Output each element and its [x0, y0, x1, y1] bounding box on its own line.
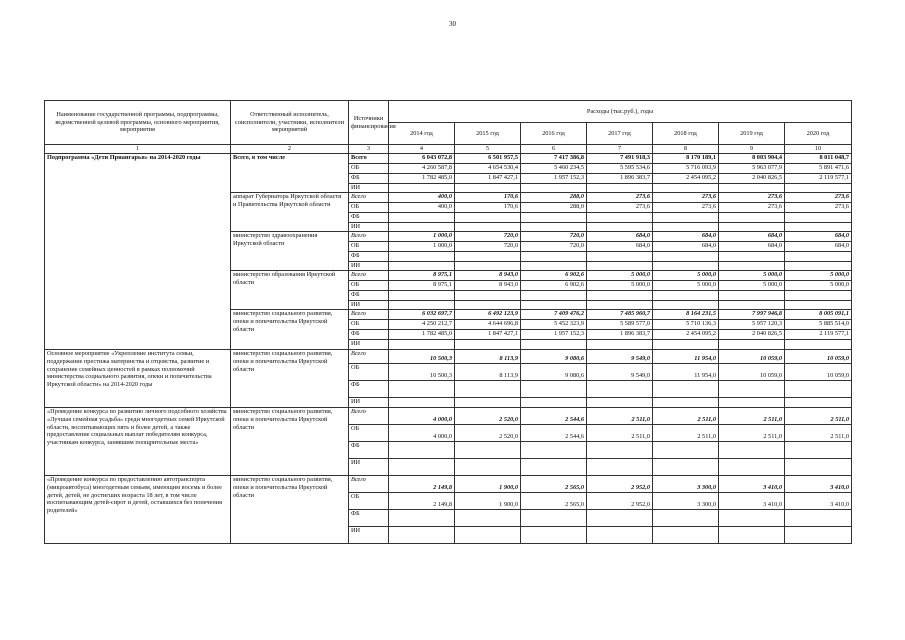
amount-cell: [719, 339, 785, 349]
amount-cell: [455, 222, 521, 231]
amount-cell: 5 891 471,6: [785, 163, 852, 173]
amount-cell: [719, 290, 785, 300]
amount-cell: 2 119 577,1: [785, 329, 852, 339]
header-year: 2016 год: [521, 123, 587, 145]
header-col-number: 5: [455, 145, 521, 154]
source-cell: ИИ: [349, 339, 389, 349]
amount-cell: [587, 441, 653, 458]
amount-cell: 3 410,0: [785, 492, 852, 509]
amount-cell: [785, 222, 852, 231]
amount-cell: 1 896 383,7: [587, 329, 653, 339]
amount-cell: 684,0: [785, 241, 852, 251]
amount-cell: [389, 380, 455, 397]
amount-cell: [389, 441, 455, 458]
amount-cell: [785, 526, 852, 543]
amount-cell: 7 417 386,8: [521, 153, 587, 163]
header-col-number: 6: [521, 145, 587, 154]
amount-cell: [389, 339, 455, 349]
amount-cell: 2 544,6: [521, 407, 587, 424]
amount-cell: 8 943,0: [455, 280, 521, 290]
amount-cell: 684,0: [785, 231, 852, 241]
amount-cell: 10 500,3: [389, 363, 455, 380]
amount-cell: 273,6: [587, 192, 653, 202]
amount-cell: 8 005 091,1: [785, 309, 852, 319]
amount-cell: [719, 183, 785, 192]
amount-cell: 6 032 697,7: [389, 309, 455, 319]
amount-cell: [389, 397, 455, 407]
amount-cell: 2 511,0: [587, 407, 653, 424]
source-cell: ОБ: [349, 202, 389, 212]
source-cell: ОБ: [349, 363, 389, 380]
amount-cell: 720,0: [521, 241, 587, 251]
amount-cell: [521, 397, 587, 407]
executor-cell: министерство социального развития, опеки и попечительства Иркутской области: [231, 475, 349, 543]
amount-cell: [653, 458, 719, 475]
amount-cell: 5 000,0: [653, 270, 719, 280]
header-col-number: 7: [587, 145, 653, 154]
amount-cell: 5 000,0: [653, 280, 719, 290]
amount-cell: 9 080,6: [521, 349, 587, 363]
amount-cell: 6 902,6: [521, 280, 587, 290]
amount-cell: [455, 441, 521, 458]
amount-cell: 684,0: [587, 241, 653, 251]
amount-cell: 8 113,9: [455, 349, 521, 363]
amount-cell: [455, 397, 521, 407]
program-title: Основное мероприятие «Укрепление института семьи, поддержание престижа материнства и отцовства, развитие и сохранение семейных ценностей в рамках полномочий министерства социального развития, опеки и попечительства Иркутской области» на 2014-2020 годы: [45, 349, 231, 407]
amount-cell: [587, 290, 653, 300]
amount-cell: [785, 458, 852, 475]
amount-cell: 273,6: [785, 202, 852, 212]
amount-cell: 7 997 946,8: [719, 309, 785, 319]
header-program: Наименование государственной программы, подпрограммы, ведомственной целевой программы, основного мероприятия, мероприятия: [45, 101, 231, 145]
amount-cell: 10 059,0: [785, 363, 852, 380]
amount-cell: 5 000,0: [785, 280, 852, 290]
amount-cell: [587, 222, 653, 231]
amount-cell: [389, 458, 455, 475]
amount-cell: 2 511,0: [653, 424, 719, 441]
program-title: Подпрограмма «Дети Приангарья» на 2014-2020 годы: [45, 153, 231, 349]
amount-cell: [389, 300, 455, 309]
executor-cell: министерство социального развития, опеки и попечительства Иркутской области: [231, 309, 349, 349]
amount-cell: [719, 526, 785, 543]
executor-cell: аппарат Губернатора Иркутской области и Правительства Иркутской области: [231, 192, 349, 231]
amount-cell: [389, 261, 455, 270]
amount-cell: [653, 441, 719, 458]
amount-cell: 273,6: [785, 192, 852, 202]
amount-cell: [719, 261, 785, 270]
amount-cell: 1 900,0: [455, 492, 521, 509]
amount-cell: [389, 212, 455, 222]
amount-cell: 2 040 826,5: [719, 173, 785, 183]
amount-cell: 2 119 577,1: [785, 173, 852, 183]
amount-cell: 8 113,9: [455, 363, 521, 380]
amount-cell: [455, 458, 521, 475]
amount-cell: [521, 300, 587, 309]
source-cell: ФБ: [349, 441, 389, 458]
amount-cell: 273,6: [587, 202, 653, 212]
source-cell: ОБ: [349, 319, 389, 329]
amount-cell: [719, 380, 785, 397]
amount-cell: 11 954,0: [653, 363, 719, 380]
source-cell: ОБ: [349, 163, 389, 173]
amount-cell: 10 059,0: [785, 349, 852, 363]
amount-cell: [455, 290, 521, 300]
header-col-number: 2: [231, 145, 349, 154]
amount-cell: 10 500,3: [389, 349, 455, 363]
amount-cell: [785, 251, 852, 261]
amount-cell: 2 565,0: [521, 492, 587, 509]
amount-cell: 5 963 077,9: [719, 163, 785, 173]
source-cell: Всего: [349, 153, 389, 163]
header-expenses: Расходы (тыс.руб.), годы: [389, 101, 852, 123]
amount-cell: [521, 380, 587, 397]
amount-cell: 8 943,0: [455, 270, 521, 280]
amount-cell: 5 000,0: [785, 270, 852, 280]
source-cell: ФБ: [349, 251, 389, 261]
amount-cell: 2 520,0: [455, 424, 521, 441]
amount-cell: [587, 261, 653, 270]
amount-cell: 720,0: [455, 241, 521, 251]
amount-cell: 8 975,1: [389, 280, 455, 290]
amount-cell: 5 957 120,3: [719, 319, 785, 329]
amount-cell: [785, 380, 852, 397]
header-col-number: 1: [45, 145, 231, 154]
amount-cell: 3 300,0: [653, 475, 719, 492]
amount-cell: [455, 380, 521, 397]
amount-cell: [653, 261, 719, 270]
source-cell: Всего: [349, 231, 389, 241]
amount-cell: [653, 290, 719, 300]
amount-cell: 5 885 514,0: [785, 319, 852, 329]
source-cell: Всего: [349, 270, 389, 280]
amount-cell: 5 716 093,9: [653, 163, 719, 173]
table-row: [45, 153, 852, 163]
header-year: 2018 год: [653, 123, 719, 145]
amount-cell: 5 000,0: [587, 280, 653, 290]
amount-cell: [653, 251, 719, 261]
executor-cell: Всего, в том числе: [231, 153, 349, 192]
amount-cell: 1 782 485,0: [389, 173, 455, 183]
amount-cell: 2 520,0: [455, 407, 521, 424]
amount-cell: 3 410,0: [785, 475, 852, 492]
header-year: 2017 год: [587, 123, 653, 145]
amount-cell: 720,0: [521, 231, 587, 241]
amount-cell: [521, 290, 587, 300]
amount-cell: [521, 526, 587, 543]
table-row: [45, 475, 852, 492]
amount-cell: [785, 183, 852, 192]
amount-cell: 9 549,0: [587, 349, 653, 363]
amount-cell: [719, 509, 785, 526]
amount-cell: 1 782 485,0: [389, 329, 455, 339]
amount-cell: [719, 300, 785, 309]
table-body: [45, 153, 852, 543]
amount-cell: 2 454 095,2: [653, 173, 719, 183]
amount-cell: [653, 509, 719, 526]
amount-cell: [587, 212, 653, 222]
amount-cell: 4 000,0: [389, 407, 455, 424]
amount-cell: 720,0: [455, 231, 521, 241]
amount-cell: 6 902,6: [521, 270, 587, 280]
amount-cell: 8 170 189,1: [653, 153, 719, 163]
amount-cell: 2 565,0: [521, 475, 587, 492]
amount-cell: [389, 509, 455, 526]
amount-cell: [389, 222, 455, 231]
amount-cell: 4 000,0: [389, 424, 455, 441]
amount-cell: [389, 290, 455, 300]
amount-cell: 684,0: [653, 231, 719, 241]
amount-cell: 684,0: [719, 231, 785, 241]
amount-cell: [653, 339, 719, 349]
source-cell: ФБ: [349, 380, 389, 397]
amount-cell: 2 511,0: [719, 424, 785, 441]
amount-cell: 2 511,0: [587, 424, 653, 441]
amount-cell: [521, 212, 587, 222]
amount-cell: 10 059,0: [719, 349, 785, 363]
amount-cell: 11 954,0: [653, 349, 719, 363]
amount-cell: [653, 183, 719, 192]
amount-cell: 6 501 957,5: [455, 153, 521, 163]
header-year: 2014 год: [389, 123, 455, 145]
source-cell: ИИ: [349, 183, 389, 192]
source-cell: ФБ: [349, 212, 389, 222]
amount-cell: [521, 458, 587, 475]
header-source: Источники финансирования: [349, 101, 389, 145]
executor-cell: министерство социального развития, опеки и попечительства Иркутской области: [231, 407, 349, 475]
source-cell: ФБ: [349, 509, 389, 526]
amount-cell: 273,6: [653, 202, 719, 212]
amount-cell: 8 975,1: [389, 270, 455, 280]
amount-cell: 5 595 534,6: [587, 163, 653, 173]
amount-cell: [653, 380, 719, 397]
amount-cell: 2 511,0: [785, 424, 852, 441]
amount-cell: 8 003 904,4: [719, 153, 785, 163]
source-cell: ИИ: [349, 300, 389, 309]
page-number: 30: [449, 20, 456, 28]
source-cell: ИИ: [349, 458, 389, 475]
source-cell: ФБ: [349, 329, 389, 339]
amount-cell: 4 260 587,8: [389, 163, 455, 173]
amount-cell: [521, 251, 587, 261]
amount-cell: 6 492 123,9: [455, 309, 521, 319]
amount-cell: 3 410,0: [719, 492, 785, 509]
amount-cell: [521, 339, 587, 349]
amount-cell: 1 000,0: [389, 241, 455, 251]
amount-cell: [719, 458, 785, 475]
amount-cell: [455, 251, 521, 261]
program-title: «Проведение конкурса по развитию личного подсобного хозяйства «Лучшая семейная усадьба» среди многодетных семей Иркутской области, воспитывающих пять и более детей, а также предоставление социальных выплат победителям конкурса, участникам конкурса, занявшим поощрительные места»: [45, 407, 231, 475]
source-cell: Всего: [349, 407, 389, 424]
amount-cell: [521, 441, 587, 458]
amount-cell: [653, 212, 719, 222]
amount-cell: 288,0: [521, 192, 587, 202]
header-col-number: 4: [389, 145, 455, 154]
header-col-number: 10: [785, 145, 852, 154]
amount-cell: 170,6: [455, 192, 521, 202]
amount-cell: [389, 183, 455, 192]
amount-cell: 684,0: [719, 241, 785, 251]
amount-cell: [587, 251, 653, 261]
amount-cell: [719, 222, 785, 231]
source-cell: ИИ: [349, 222, 389, 231]
amount-cell: [785, 290, 852, 300]
amount-cell: 2 952,0: [587, 492, 653, 509]
amount-cell: 1 957 152,3: [521, 173, 587, 183]
source-cell: Всего: [349, 475, 389, 492]
amount-cell: 5 000,0: [719, 280, 785, 290]
amount-cell: 2 952,0: [587, 475, 653, 492]
amount-cell: 1 847 427,1: [455, 173, 521, 183]
amount-cell: 273,6: [653, 192, 719, 202]
amount-cell: 9 080,6: [521, 363, 587, 380]
amount-cell: 4 644 696,8: [455, 319, 521, 329]
amount-cell: 2 149,8: [389, 492, 455, 509]
amount-cell: [521, 509, 587, 526]
source-cell: ИИ: [349, 261, 389, 270]
amount-cell: [785, 397, 852, 407]
amount-cell: [389, 251, 455, 261]
amount-cell: 3 410,0: [719, 475, 785, 492]
amount-cell: [455, 300, 521, 309]
amount-cell: [587, 526, 653, 543]
amount-cell: 2 511,0: [719, 407, 785, 424]
amount-cell: 1 900,0: [455, 475, 521, 492]
amount-cell: [653, 397, 719, 407]
amount-cell: [587, 380, 653, 397]
amount-cell: 2 454 095,2: [653, 329, 719, 339]
amount-cell: [587, 300, 653, 309]
amount-cell: 273,6: [719, 192, 785, 202]
amount-cell: [455, 212, 521, 222]
amount-cell: [587, 397, 653, 407]
amount-cell: [653, 222, 719, 231]
amount-cell: [455, 183, 521, 192]
amount-cell: [521, 222, 587, 231]
amount-cell: 1 847 427,1: [455, 329, 521, 339]
source-cell: ОБ: [349, 492, 389, 509]
amount-cell: [785, 300, 852, 309]
amount-cell: [455, 526, 521, 543]
amount-cell: [785, 261, 852, 270]
amount-cell: 684,0: [653, 241, 719, 251]
amount-cell: [785, 441, 852, 458]
amount-cell: [455, 509, 521, 526]
amount-cell: 2 511,0: [785, 407, 852, 424]
amount-cell: 9 549,0: [587, 363, 653, 380]
amount-cell: 2 544,6: [521, 424, 587, 441]
amount-cell: 4 250 212,7: [389, 319, 455, 329]
source-cell: ИИ: [349, 397, 389, 407]
amount-cell: 8 011 048,7: [785, 153, 852, 163]
amount-cell: [521, 261, 587, 270]
executor-cell: министерство здравоохранения Иркутской области: [231, 231, 349, 270]
amount-cell: 5 710 136,3: [653, 319, 719, 329]
amount-cell: 170,6: [455, 202, 521, 212]
amount-cell: 1 957 152,3: [521, 329, 587, 339]
table-header: [45, 101, 852, 154]
amount-cell: 7 409 476,2: [521, 309, 587, 319]
amount-cell: [389, 526, 455, 543]
amount-cell: 288,0: [521, 202, 587, 212]
source-cell: ИИ: [349, 526, 389, 543]
amount-cell: [785, 339, 852, 349]
amount-cell: 7 485 960,7: [587, 309, 653, 319]
source-cell: ОБ: [349, 424, 389, 441]
table-row: [45, 349, 852, 363]
amount-cell: 6 043 072,8: [389, 153, 455, 163]
amount-cell: [719, 441, 785, 458]
amount-cell: 7 491 918,3: [587, 153, 653, 163]
amount-cell: 2 040 826,5: [719, 329, 785, 339]
amount-cell: [587, 509, 653, 526]
budget-table: [44, 100, 852, 544]
executor-cell: министерство образования Иркутской области: [231, 270, 349, 309]
amount-cell: 2 149,8: [389, 475, 455, 492]
amount-cell: 5 589 577,0: [587, 319, 653, 329]
amount-cell: 10 059,0: [719, 363, 785, 380]
source-cell: Всего: [349, 309, 389, 319]
amount-cell: [653, 300, 719, 309]
header-col-number: 3: [349, 145, 389, 154]
amount-cell: 5 452 323,9: [521, 319, 587, 329]
source-cell: ОБ: [349, 280, 389, 290]
amount-cell: 5 000,0: [719, 270, 785, 280]
amount-cell: 3 300,0: [653, 492, 719, 509]
source-cell: Всего: [349, 349, 389, 363]
amount-cell: 1 000,0: [389, 231, 455, 241]
program-title: «Проведение конкурса по предоставлению автотранспорта (микроавтобуса) многодетным семьям, имеющим восемь и более детей, детей, не достигших возраста 18 лет, в том числе воспитывающим детей-сирот и детей, оставшихся без попечения родителей»: [45, 475, 231, 543]
header-executor: Ответственный исполнитель, соисполнители, участники, исполнители мероприятий: [231, 101, 349, 145]
amount-cell: [785, 212, 852, 222]
source-cell: ФБ: [349, 173, 389, 183]
amount-cell: [719, 397, 785, 407]
header-year: 2020 год: [785, 123, 852, 145]
source-cell: ОБ: [349, 241, 389, 251]
header-year: 2015 год: [455, 123, 521, 145]
amount-cell: [587, 458, 653, 475]
amount-cell: [653, 526, 719, 543]
amount-cell: [587, 339, 653, 349]
source-cell: ФБ: [349, 290, 389, 300]
amount-cell: 8 164 231,5: [653, 309, 719, 319]
table-row: [45, 407, 852, 424]
amount-cell: 400,0: [389, 192, 455, 202]
amount-cell: 2 511,0: [653, 407, 719, 424]
amount-cell: 5 000,0: [587, 270, 653, 280]
amount-cell: 273,6: [719, 202, 785, 212]
amount-cell: [455, 261, 521, 270]
amount-cell: 400,0: [389, 202, 455, 212]
amount-cell: [719, 251, 785, 261]
amount-cell: [587, 183, 653, 192]
amount-cell: 5 460 234,5: [521, 163, 587, 173]
header-year: 2019 год: [719, 123, 785, 145]
amount-cell: [719, 212, 785, 222]
amount-cell: [521, 183, 587, 192]
amount-cell: [455, 339, 521, 349]
amount-cell: [785, 509, 852, 526]
amount-cell: 684,0: [587, 231, 653, 241]
executor-cell: министерство социального развития, опеки и попечительства Иркутской области: [231, 349, 349, 407]
amount-cell: 4 654 530,4: [455, 163, 521, 173]
amount-cell: 1 896 383,7: [587, 173, 653, 183]
header-col-number: 9: [719, 145, 785, 154]
header-col-number: 8: [653, 145, 719, 154]
source-cell: Всего: [349, 192, 389, 202]
